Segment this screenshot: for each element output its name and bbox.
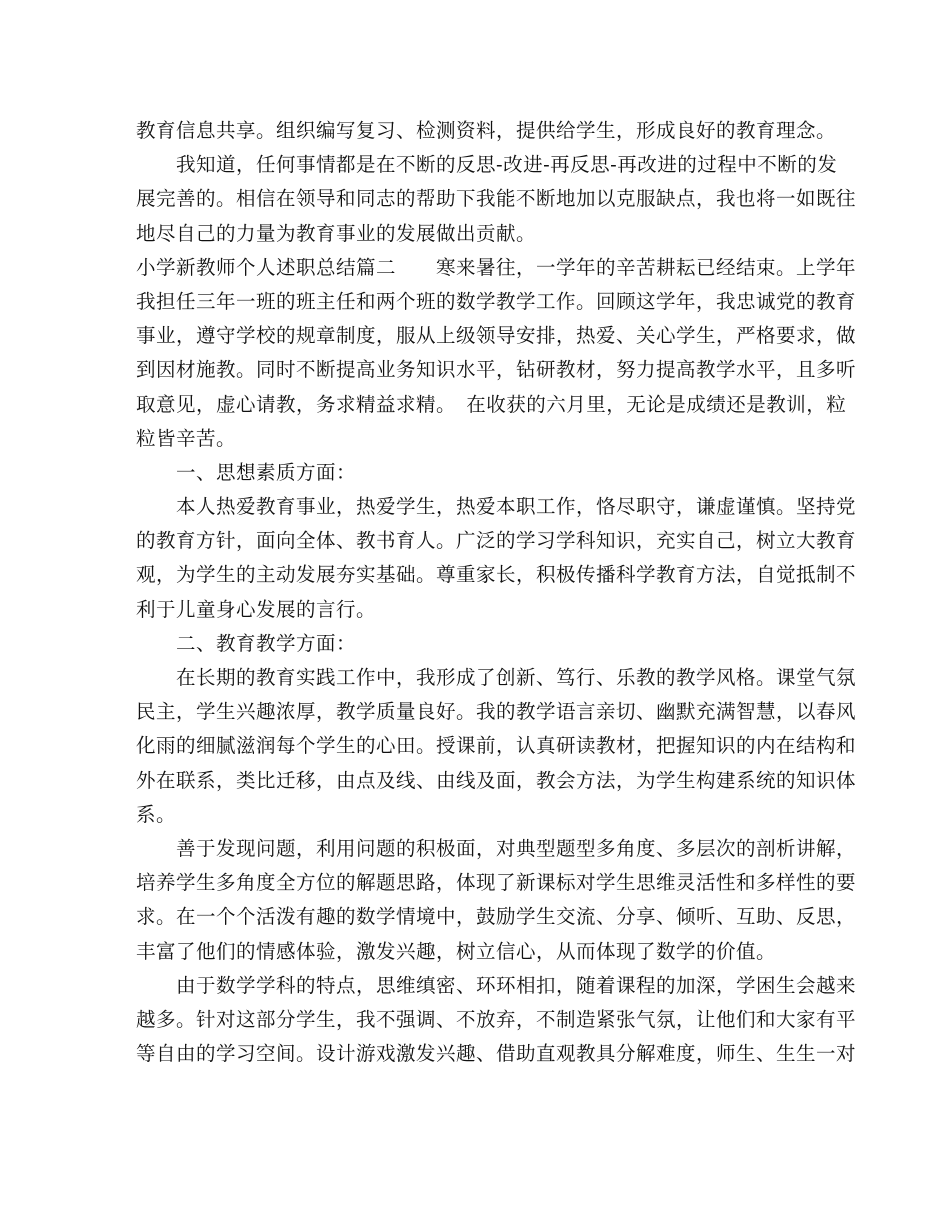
text-line: 化雨的细腻滋润每个学生的心田。授课前，认真研读教材，把握知识的内在结构和: [136, 734, 857, 758]
subheading-thought: 一、思想素质方面：: [176, 460, 357, 484]
text-line: 地尽自己的力量为教育事业的发展做出贡献。: [136, 221, 537, 245]
text-line: 培养学生多角度全方位的解题思路，体现了新课标对学生思维灵活性和多样性的要: [136, 871, 857, 895]
text-line: 本人热爱教育事业，热爱学生，热爱本职工作，恪尽职守，谦虚谨慎。坚持党: [176, 495, 857, 519]
text-line: 善于发现问题，利用问题的积极面，对典型题型多角度、多层次的剖析讲解，: [176, 836, 857, 860]
text-line: 教育信息共享。组织编写复习、检测资料，提供给学生，形成良好的教育理念。: [136, 119, 837, 142]
text-line: 我担任三年一班的班主任和两个班的数学教学工作。回顾这学年，我忠诚党的教育: [136, 289, 857, 313]
text-line: 取意见，虚心请教，务求精益求精。 在收获的六月里，无论是成绩还是教训，粒: [136, 392, 847, 416]
text-line: 丰富了他们的情感体验，激发兴趣，树立信心，从而体现了数学的价值。: [136, 939, 777, 963]
text-line: 事业，遵守学校的规章制度，服从上级领导安排，热爱、关心学生，严格要求，做: [136, 324, 857, 348]
subheading-teaching: 二、教育教学方面：: [176, 631, 357, 655]
text-line: 的教育方针，面向全体、教书育人。广泛的学习学科知识，充实自己，树立大教育: [136, 529, 857, 553]
text-line: 由于数学学科的特点，思维缜密、环环相扣，随着课程的加深，学困生会越来: [176, 973, 857, 997]
text-line: 到因材施教。同时不断提高业务知识水平，钻研教材，努力提高教学水平，且多听: [136, 358, 857, 382]
text-line: 系。: [136, 802, 177, 826]
text-line: 越多。针对这部分学生，我不强调、不放弃，不制造紧张气氛，让他们和大家有平: [136, 1007, 857, 1031]
section-heading-line: 小学新教师个人述职总结篇二 寒来暑往，一学年的辛苦耕耘已经结束。上学年: [136, 255, 857, 279]
document-body: [136, 114, 857, 1071]
text-line: 利于儿童身心发展的言行。: [136, 597, 377, 621]
text-line: 粒皆辛苦。: [136, 426, 237, 450]
text-line: 观，为学生的主动发展夯实基础。尊重家长，积极传播科学教育方法，自觉抵制不: [136, 563, 857, 587]
text-line: 等自由的学习空间。设计游戏激发兴趣、借助直观教具分解难度，师生、生生一对: [136, 1042, 857, 1066]
text-line: 民主，学生兴趣浓厚，教学质量良好。我的教学语言亲切、幽默充满智慧，以春风: [136, 700, 857, 724]
text-line: 我知道，任何事情都是在不断的反思-改进-再反思-再改进的过程中不断的发: [176, 153, 838, 177]
text-line: 在长期的教育实践工作中，我形成了创新、笃行、乐教的教学风格。课堂气氛: [176, 666, 857, 689]
text-line: 求。在一个个活泼有趣的数学情境中，鼓励学生交流、分享、倾听、互助、反思，: [136, 905, 857, 929]
text-line: 展完善的。相信在领导和同志的帮助下我能不断地加以克服缺点，我也将一如既往: [136, 187, 857, 211]
text-line: 外在联系，类比迁移，由点及线、由线及面，教会方法，为学生构建系统的知识体: [136, 768, 857, 792]
